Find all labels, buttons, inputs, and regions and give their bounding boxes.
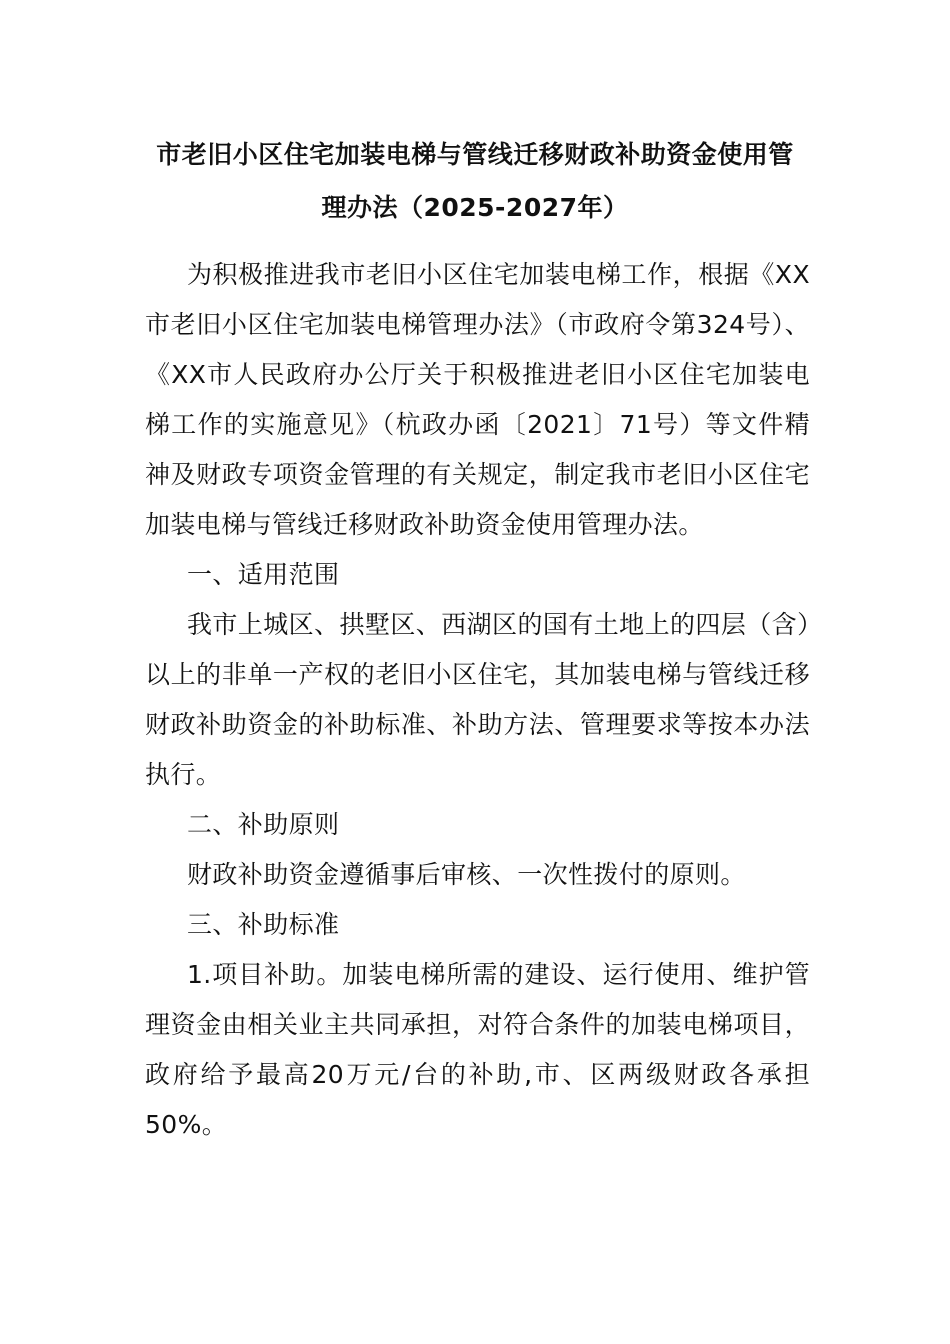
paragraph-intro: 为积极推进我市老旧小区住宅加装电梯工作，根据《XX市老旧小区住宅加装电梯管理办法》（市政府令第324号）、《XX市人民政府办公厅关于积极推进老旧小区住宅加装电梯工作的实施意见》（杭政办函〔2021〕71号）等文件精神及财政专项资金管理的有关规定，制定我市老旧小区住宅加装电梯与管线迁移财政补助资金使用管理办法。: [145, 260, 810, 539]
title-line-2: 理办法（2025-2027年）: [321, 193, 629, 222]
section-heading-standard: 三、补助标准: [187, 910, 340, 939]
document-title: [130, 128, 820, 234]
section-heading-scope: 一、适用范围: [187, 560, 340, 589]
paragraph-project-subsidy: 1.项目补助。加装电梯所需的建设、运行使用、维护管理资金由相关业主共同承担，对符合条件的加装电梯项目，政府给予最高20万元/台的补助,市、区两级财政各承担50%。: [145, 960, 810, 1139]
paragraph-principle: 财政补助资金遵循事后审核、一次性拨付的原则。: [187, 860, 746, 889]
paragraph-scope: 我市上城区、拱墅区、西湖区的国有土地上的四层（含）以上的非单一产权的老旧小区住宅，其加装电梯与管线迁移财政补助资金的补助标准、补助方法、管理要求等按本办法执行。: [145, 610, 810, 789]
title-line-1: 市老旧小区住宅加装电梯与管线迁移财政补助资金使用管: [156, 140, 794, 169]
document-body: [145, 250, 810, 1150]
section-heading-principle: 二、补助原则: [187, 810, 340, 839]
